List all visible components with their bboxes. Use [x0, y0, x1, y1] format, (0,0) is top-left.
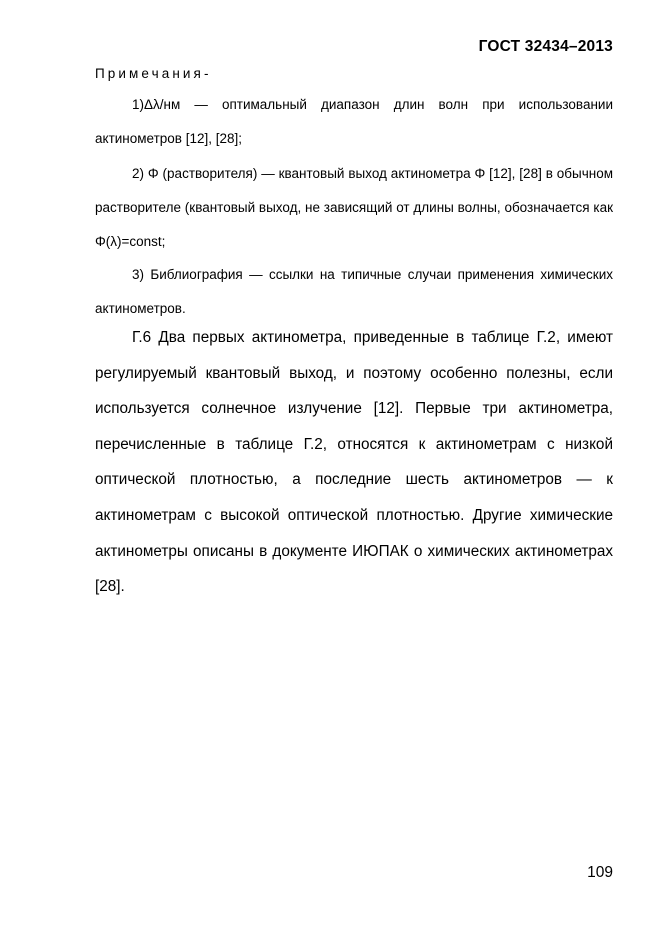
- document-header-standard-number: ГОСТ 32434–2013: [478, 38, 613, 55]
- note-item-3: 3) Библиография — ссылки на типичные случаи применения химических актинометров.: [95, 267, 613, 316]
- note-item-1: 1)Δλ/нм — оптимальный диапазон длин волн при использовании актинометров [12], [28];: [95, 97, 613, 146]
- note-item-2: 2) Φ (растворителя) — квантовый выход актинометра Φ [12], [28] в обычном растворителе (квантовый выход, не зависящий от длины волны, обозначается как Φ(λ)=const;: [95, 166, 613, 249]
- section-g6-paragraph: Г.6 Два первых актинометра, приведенные в таблице Г.2, имеют регулируемый квантовый выход, и поэтому особенно полезны, если используется солнечное излучение [12]. Первые три актинометра, перечисленные в таблице Г.2, относятся к актинометрам с низкой оптической плотностью, а последние шесть актинометров — к актинометрам с высокой оптической плотностью. Другие химические актинометры описаны в документе ИЮПАК о химических актинометрах [28].: [95, 329, 613, 596]
- page-number: 109: [587, 864, 613, 881]
- notes-heading: Примечания-: [95, 66, 212, 81]
